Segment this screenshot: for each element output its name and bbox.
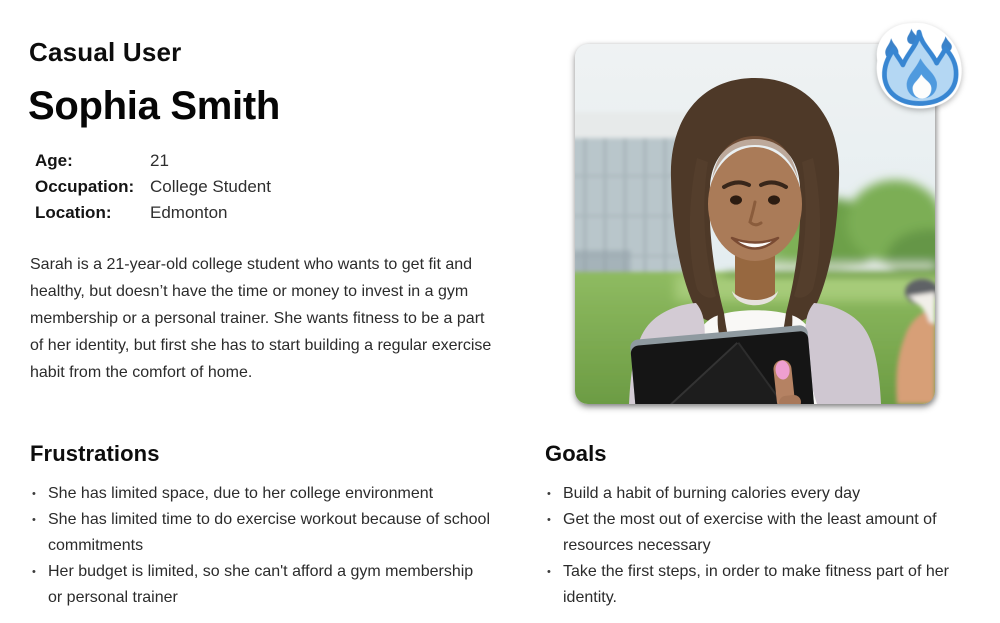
flame-icon	[869, 17, 968, 116]
goals-list	[545, 481, 993, 611]
goal-item: • Take the first steps, in order to make fitness part of her identity.	[545, 559, 993, 611]
frustrations-section	[30, 441, 490, 611]
frustration-item: • She has limited time to do exercise workout because of school commitments	[30, 507, 490, 559]
goals-title: Goals	[545, 441, 607, 466]
frustration-item: • Her budget is limited, so she can't afford a gym membership or personal trainer	[30, 559, 490, 611]
attribute-value: 21	[150, 151, 169, 170]
persona-bio: Sarah is a 21-year-old college student who wants to get fit and healthy, but doesn’t have the time or money to invest in a gym membership or a personal trainer. She wants fitness to be a part of her identity, but first she has to start building a regular exercise habit from the comfort of home.	[30, 256, 492, 381]
frustrations-list	[30, 481, 490, 611]
frustrations-title: Frustrations	[30, 441, 160, 466]
attribute-row	[35, 177, 271, 196]
persona-name: Sophia Smith	[28, 84, 280, 128]
attribute-value: Edmonton	[150, 203, 228, 222]
attribute-label: Occupation:	[35, 177, 135, 196]
persona-category: Casual User	[29, 37, 182, 67]
attribute-row	[35, 203, 271, 222]
persona-attributes	[35, 151, 271, 222]
frustration-item: • She has limited space, due to her college environment	[30, 481, 490, 507]
attribute-label: Age:	[35, 151, 73, 170]
attribute-label: Location:	[35, 203, 112, 222]
goal-item: • Build a habit of burning calories every day	[545, 481, 993, 507]
attribute-row	[35, 151, 271, 170]
goals-section	[545, 441, 993, 611]
goal-item: • Get the most out of exercise with the least amount of resources necessary	[545, 507, 993, 559]
flame-badge	[869, 17, 968, 116]
attribute-value: College Student	[150, 177, 271, 196]
